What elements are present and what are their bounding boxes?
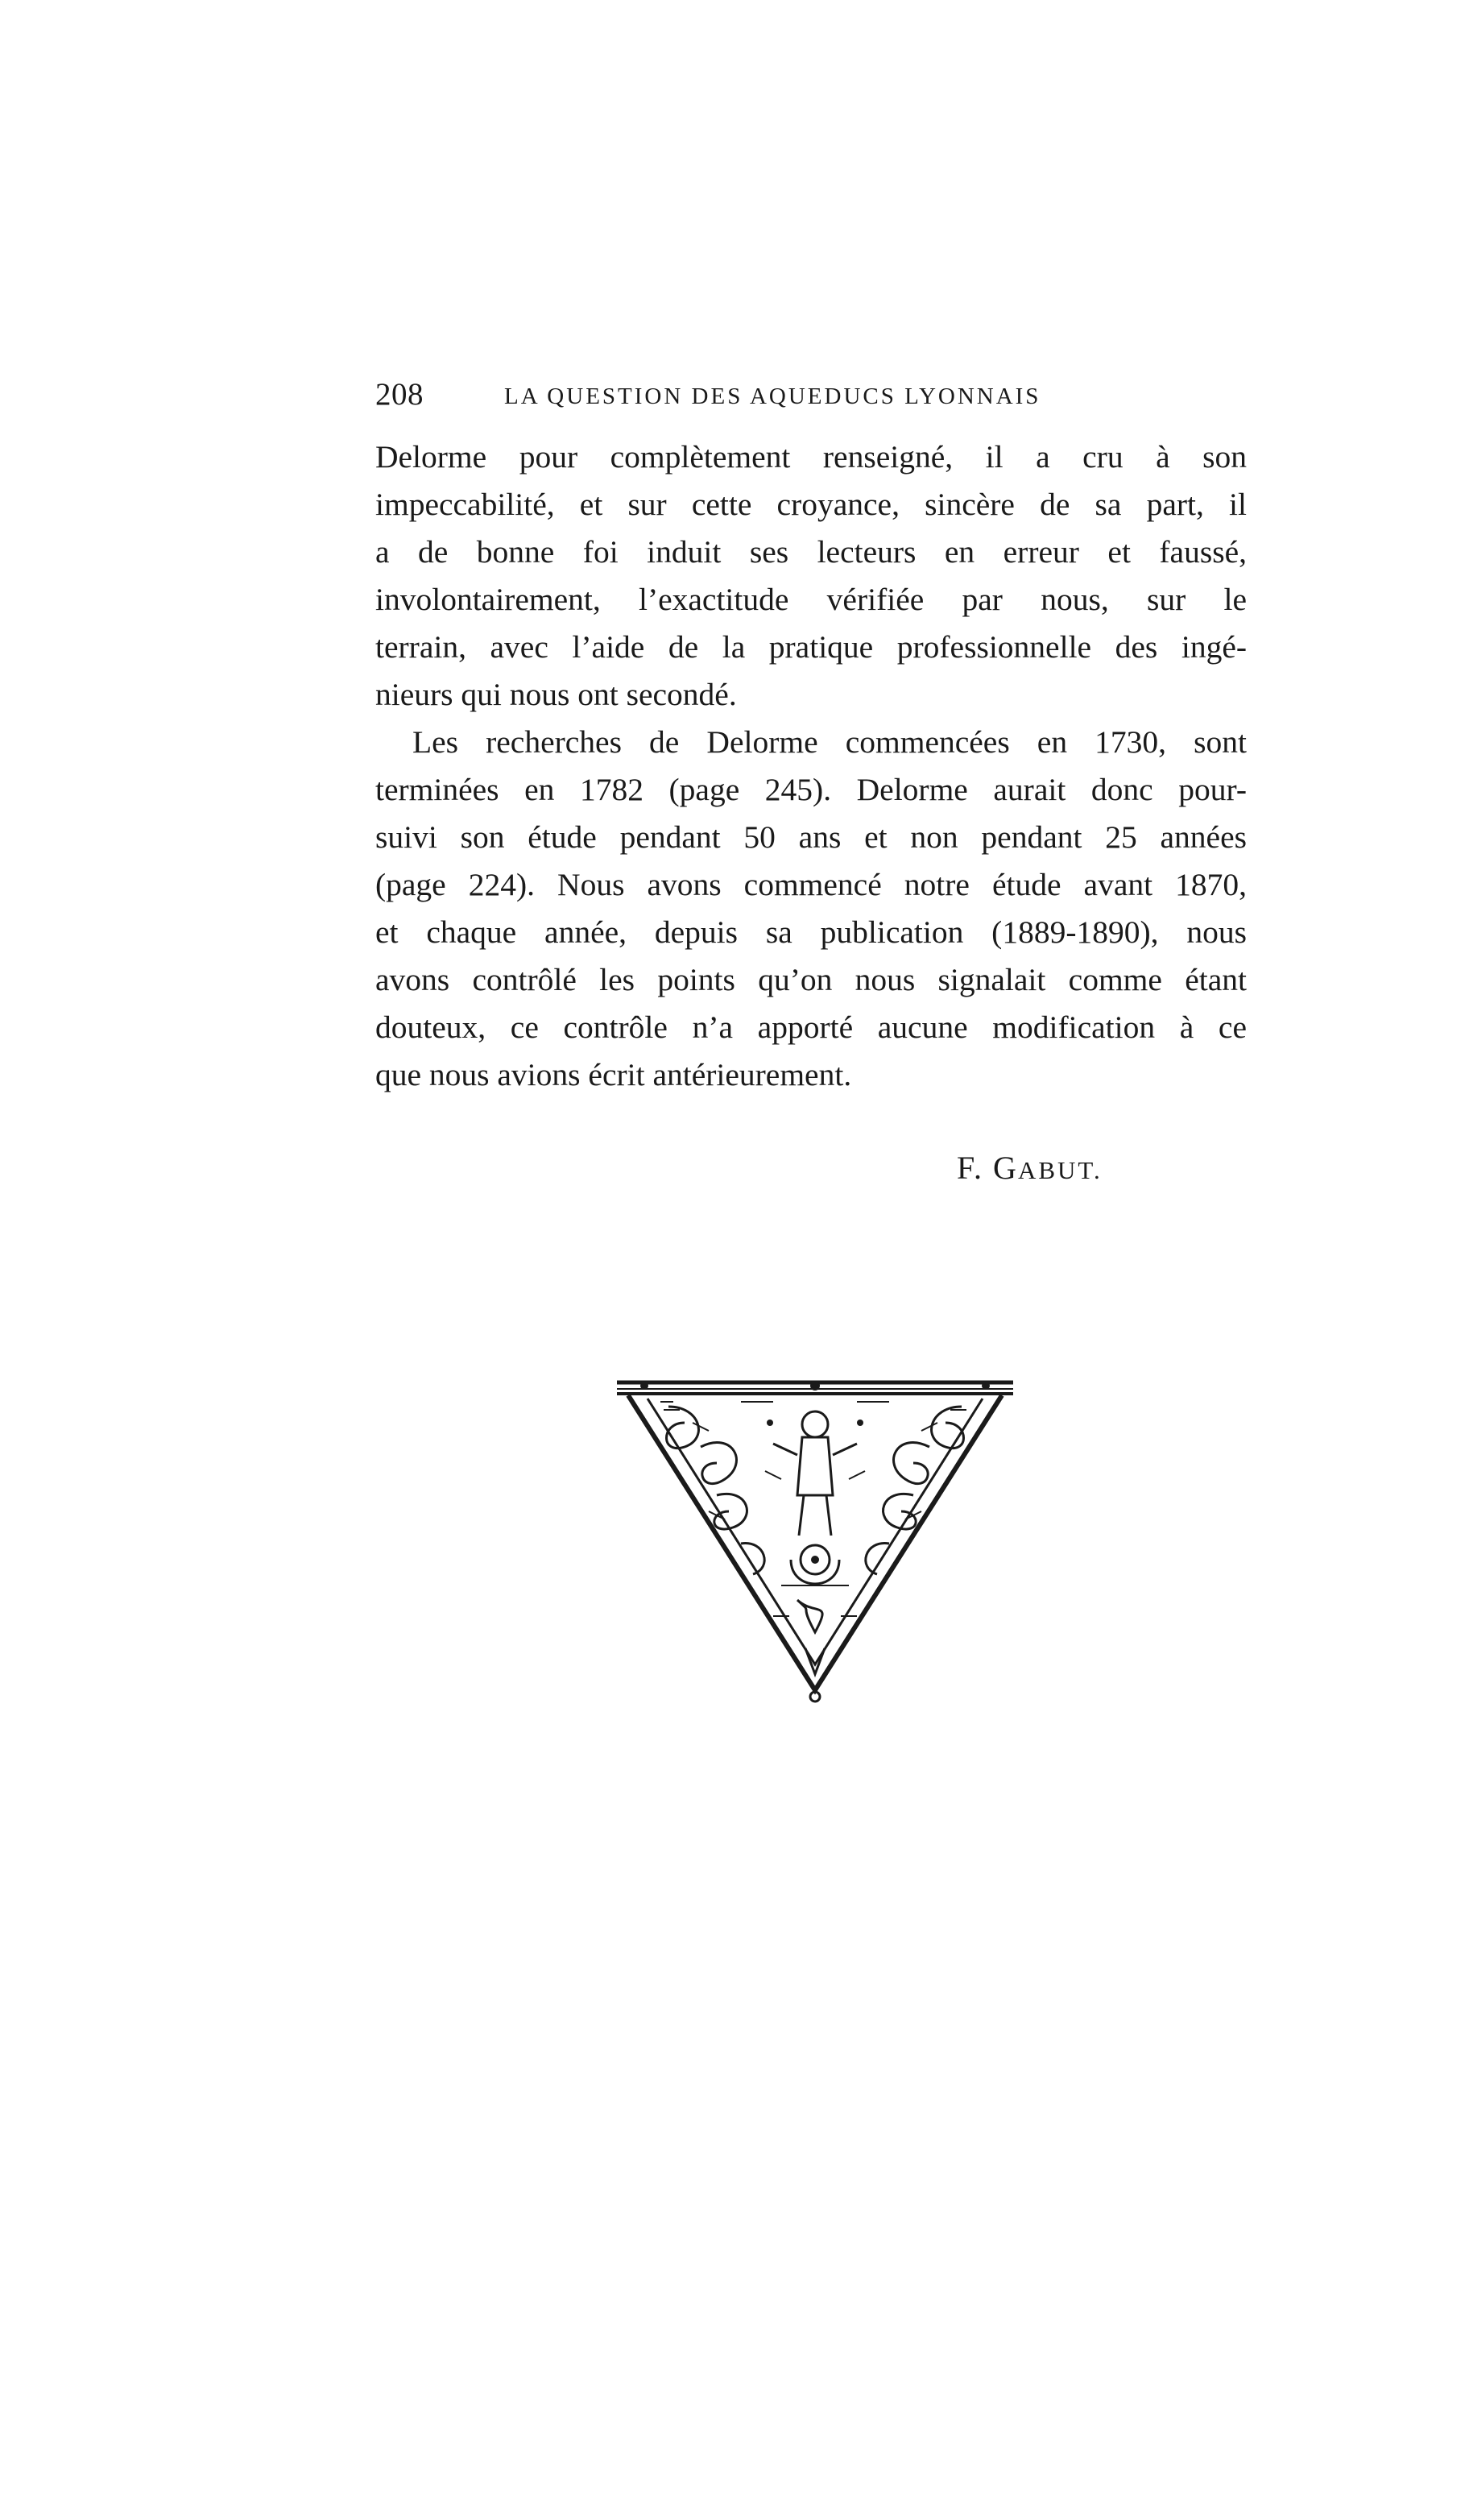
text-line: suivi son étude pendant 50 ans et non pendant 25 années [375, 819, 1247, 855]
text-line: douteux, ce contrôle n’a apporté aucune modification à ce [375, 1009, 1247, 1045]
running-title: LA QUESTION DES AQUEDUCS LYONNAIS [504, 383, 1041, 409]
text-line: avons contrôlé les points qu’on nous signalait comme étant [375, 962, 1247, 997]
text-line: terminées en 1782 (page 245). Delorme aurait donc pour- [375, 772, 1247, 807]
page-number: 208 [375, 377, 424, 412]
text-line: a de bonne foi induit ses lecteurs en erreur et faussé, [375, 534, 1247, 570]
running-head [375, 374, 1261, 416]
fleuron-tailpiece-ornament-icon [612, 1374, 1018, 1713]
paragraph-1 [375, 433, 1247, 719]
author-signature [957, 1144, 1103, 1195]
text-line: que nous avions écrit antérieurement. [375, 1057, 852, 1092]
text-line: et chaque année, depuis sa publication (1889-1890), nous [375, 914, 1247, 950]
signature-surname: ABUT. [1017, 1156, 1103, 1184]
text-line: Delorme pour complètement renseigné, il a cru à son [375, 439, 1247, 475]
text-line: involontairement, l’exactitude vérifiée par nous, sur le [375, 582, 1247, 617]
body-text [375, 433, 1247, 1099]
text-line: terrain, avec l’aide de la pratique professionnelle des ingé- [375, 629, 1247, 665]
signature-initial: F. G [957, 1150, 1018, 1186]
paragraph-2 [375, 719, 1247, 1099]
text-line: Les recherches de Delorme commencées en 1730, sont [412, 724, 1247, 760]
text-line: impeccabilité, et sur cette croyance, sincère de sa part, il [375, 487, 1247, 522]
text-line: (page 224). Nous avons commencé notre étude avant 1870, [375, 867, 1247, 902]
text-line: nieurs qui nous ont secondé. [375, 677, 737, 712]
